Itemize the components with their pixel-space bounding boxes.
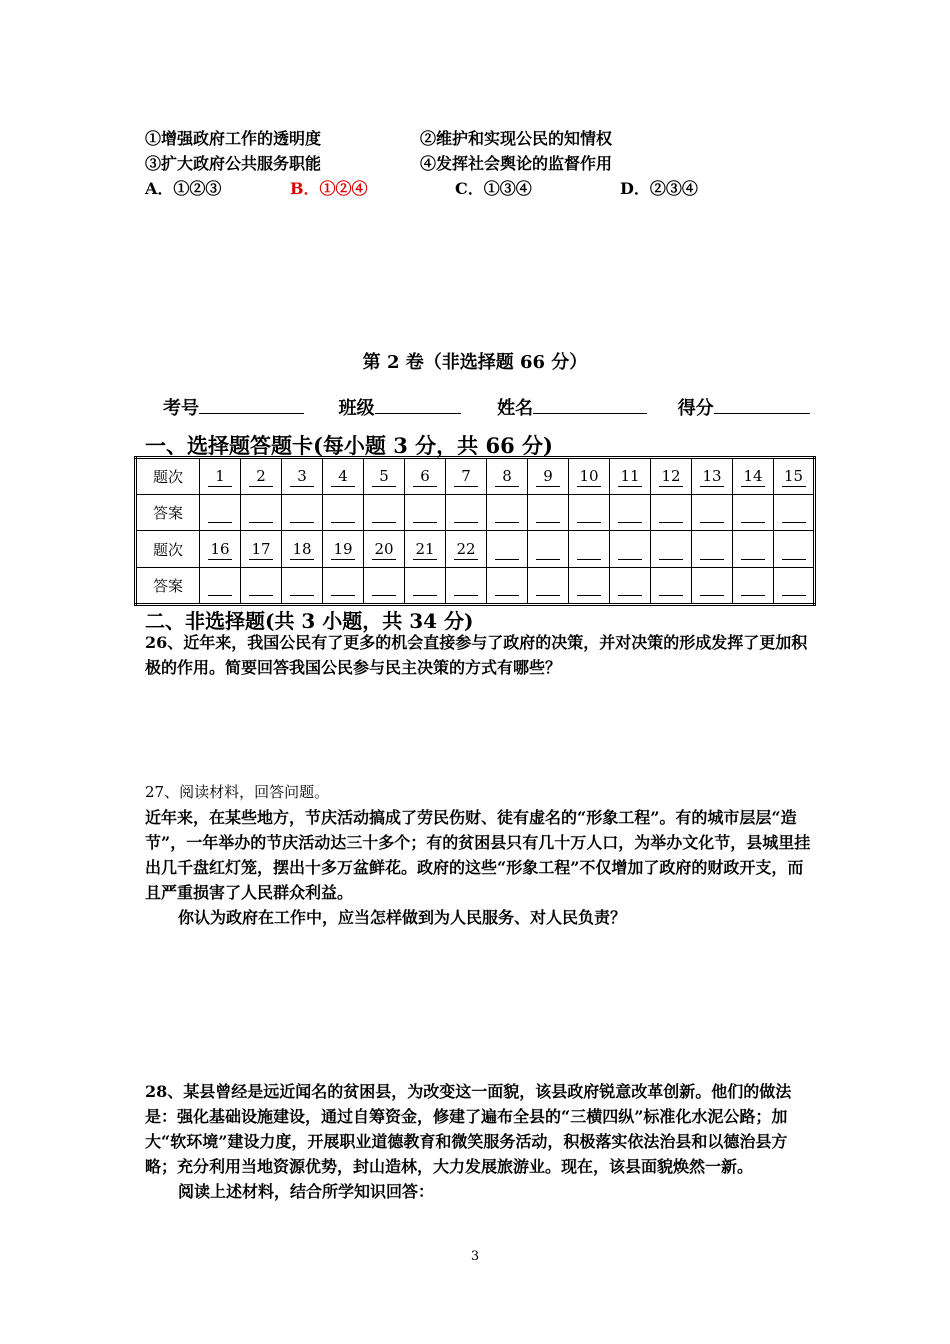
question-number: 9 [536,466,560,487]
answer-cell[interactable] [692,567,733,604]
question-number: 2 [249,466,273,487]
answer-cell[interactable] [282,567,323,604]
question-number-cell [487,458,528,495]
answer-cell[interactable] [323,567,364,604]
choice-b-correct: B．①②④ [290,179,368,198]
question-number-cell [446,531,487,567]
score-label: 得分 [677,398,714,419]
question-27-intro: 27、阅读材料，回答问题。 [145,783,330,801]
answer-cell[interactable] [528,567,569,604]
question-number-cell [364,531,405,567]
question-number-cell [282,531,323,567]
question-row-2 [136,531,815,567]
answer-cell[interactable] [610,567,651,604]
question-26: 26、近年来，我国公民有了更多的机会直接参与了政府的决策，并对决策的形成发挥了更加积极的作用。简要回答我国公民参与民主决策的方式有哪些？ [145,633,808,677]
question-number: 7 [454,466,478,487]
answer-cell[interactable] [323,495,364,531]
option-2: ②维护和实现公民的知情权 [420,129,613,148]
question-number: 19 [331,539,355,560]
answer-cell[interactable] [733,495,774,531]
question-number-cell [200,531,241,567]
question-number-cell [610,458,651,495]
question-number: 18 [290,539,314,560]
answer-cell[interactable] [364,495,405,531]
answer-cell[interactable] [241,567,282,604]
row-label: 答案 [136,495,200,531]
row-label: 答案 [136,567,200,604]
score-blank[interactable] [714,395,810,414]
question-28-material [145,1079,815,1179]
question-number-cell [692,531,733,567]
question-number-cell [487,531,528,567]
option-1: ①增强政府工作的透明度 [145,129,322,148]
answer-cell[interactable] [446,567,487,604]
answer-cell[interactable] [733,567,774,604]
question-number-cell [569,458,610,495]
answer-cell[interactable] [200,495,241,531]
question-28-text: 、某县曾经是远近闻名的贫困县，为改变这一面貌，该县政府锐意改革创新。他们的做法是：强化基础设施建设，通过自筹资金，修建了遍布全县的“三横四纵”标准化水泥公路；加大“软环境”建设力度，开展职业道德教育和微笑服务活动，积极落实依法治县和以德治县方略；充分利用当地资源优势，封山造林，大力发展旅游业。现在，该县面貌焕然一新。 [145,1082,792,1176]
question-28-number: 28 [145,1082,168,1101]
answer-cell[interactable] [610,495,651,531]
question-number: 16 [208,539,232,560]
question-number: 14 [741,466,765,487]
question-number-cell [774,458,815,495]
volume-2-title: 第 2 卷（非选择题 66 分） [362,352,588,373]
question-number-cell [651,531,692,567]
row-label: 题次 [136,531,200,567]
answer-cell[interactable] [692,495,733,531]
question-number: 13 [700,466,724,487]
row-label: 题次 [136,458,200,495]
question-number: 6 [413,466,437,487]
answer-cell[interactable] [200,567,241,604]
answer-cell[interactable] [651,495,692,531]
class-label: 班级 [338,398,375,419]
question-number-cell [282,458,323,495]
answer-cell[interactable] [241,495,282,531]
answer-row-1 [136,495,815,531]
question-28-instruction: 阅读上述材料，结合所学知识回答： [178,1182,435,1201]
answer-cell[interactable] [487,567,528,604]
answer-cell[interactable] [528,495,569,531]
question-number-cell [241,458,282,495]
question-number: 10 [577,466,601,487]
question-number-cell [446,458,487,495]
answer-cell[interactable] [405,495,446,531]
page-number: 3 [470,1249,480,1264]
name-blank[interactable] [533,395,647,414]
choice-d: D．②③④ [620,179,698,198]
exam-no-blank[interactable] [199,395,304,414]
option-4: ④发挥社会舆论的监督作用 [420,154,613,173]
question-number-cell [692,458,733,495]
answer-cell[interactable] [569,495,610,531]
question-number: 5 [372,466,396,487]
question-number: 12 [659,466,683,487]
name-label: 姓名 [497,398,534,419]
question-number: 4 [331,466,355,487]
answer-cell[interactable] [774,567,815,604]
option-3: ③扩大政府公共服务职能 [145,154,322,173]
question-number-cell [528,531,569,567]
answer-cell[interactable] [569,567,610,604]
question-number: 3 [290,466,314,487]
answer-card-table [134,456,816,606]
choice-a: A．①②③ [145,179,222,198]
exam-no-label: 考号 [163,398,199,419]
answer-cell[interactable] [282,495,323,531]
question-number-cell [405,458,446,495]
question-number-cell [733,531,774,567]
question-number-cell [733,458,774,495]
question-number: 20 [372,539,396,560]
question-number-cell [569,531,610,567]
question-number: 17 [249,539,273,560]
question-number-cell [774,531,815,567]
answer-cell[interactable] [487,495,528,531]
question-27-question: 你认为政府在工作中，应当怎样做到为人民服务、对人民负责？ [178,908,627,927]
question-number-cell [200,458,241,495]
section-1-heading: 一、选择题答题卡(每小题 3 分，共 66 分) [145,433,553,458]
question-number-cell [241,531,282,567]
question-number-cell [323,458,364,495]
question-number: 15 [782,466,806,487]
answer-cell[interactable] [446,495,487,531]
question-number-cell [405,531,446,567]
info-line [163,394,810,420]
question-number: 1 [208,466,232,487]
answer-row-2 [136,567,815,604]
question-number-cell [651,458,692,495]
answer-cell[interactable] [774,495,815,531]
answer-cell[interactable] [405,567,446,604]
choice-c: C．①③④ [455,179,532,198]
section-2-heading: 二、非选择题(共 3 小题，共 34 分) [145,609,474,633]
question-number-cell [364,458,405,495]
question-number-cell [610,531,651,567]
question-27-material: 近年来，在某些地方，节庆活动搞成了劳民伤财、徒有虚名的“形象工程”。有的城市层层“造节”，一年举办的节庆活动达三十多个；有的贫困县只有几十万人口，为举办文化节，县城里挂出几千盘红灯笼，摆出十多万盆鲜花。政府的这些“形象工程”不仅增加了政府的财政开支，而且严重损害了人民群众利益。 [145,808,811,902]
question-number: 21 [413,539,437,560]
question-number: 11 [618,466,642,487]
answer-cell[interactable] [364,567,405,604]
question-number-cell [323,531,364,567]
question-row-1 [136,458,815,495]
question-number-cell [528,458,569,495]
question-number: 8 [495,466,519,487]
answer-cell[interactable] [651,567,692,604]
question-number: 22 [454,539,478,560]
class-blank[interactable] [375,395,461,414]
